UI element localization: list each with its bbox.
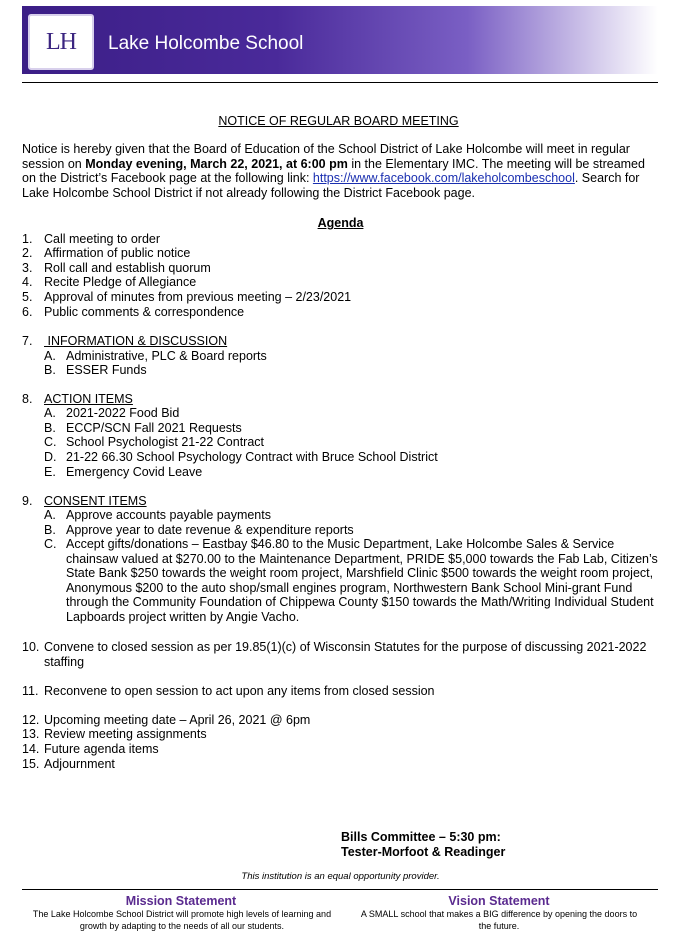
sub-letter: A. bbox=[44, 508, 56, 522]
agenda-item: Upcoming meeting date – April 26, 2021 @ 6pm bbox=[44, 713, 311, 727]
notice-paragraph bbox=[22, 142, 660, 200]
vision-title: Vision Statement bbox=[448, 894, 550, 908]
notice-title: NOTICE OF REGULAR BOARD MEETING bbox=[218, 114, 459, 128]
section-action-items: ACTION ITEMS bbox=[44, 392, 133, 406]
agenda-section-num: 9. bbox=[22, 494, 33, 508]
agenda-item-closed-session: Convene to closed session as per 19.85(1)(c) of Wisconsin Statutes for the purpose of discussing 2021-2022 staffing bbox=[44, 640, 647, 669]
notice-text-1: Notice is hereby given that the Board of Education of the School District of Lake Holcombe will meet in regular session on bbox=[22, 142, 630, 171]
notice-date: Monday evening, March 22, 2021, at 6:00 pm bbox=[85, 156, 348, 171]
sub-letter: B. bbox=[44, 363, 56, 377]
agenda-item: Roll call and establish quorum bbox=[44, 261, 211, 275]
agenda-item: Adjournment bbox=[44, 757, 115, 771]
header-banner bbox=[22, 6, 658, 74]
sub-item-donations: Accept gifts/donations – Eastbay $46.80 to the Music Department, Lake Holcombe Sales & Service chainsaw valued at $270.00 to the Maintenance Department, PRIDE $5,000 towards the Fab Lab, Citizen’s State Bank $250 towards the weight room project, Marshfield Clinic $500 towards the weight room project, Anonymous $200 to the auto shop/small engines program, Northwestern Bank School Mini-grant Fund through the Community Foundation of Chippewa County $150 towards the Math/Writing Individual Student Lapboards project written by Angie Vacho. bbox=[66, 537, 658, 624]
agenda-section-num: 10. bbox=[22, 640, 40, 654]
facebook-link[interactable]: https://www.facebook.com/lakeholcombeschool bbox=[312, 171, 575, 186]
mission-title: Mission Statement bbox=[125, 894, 237, 908]
sub-letter: C. bbox=[44, 537, 57, 551]
agenda-item-num: 3. bbox=[22, 261, 33, 275]
bills-committee-time: Bills Committee – 5:30 pm: bbox=[341, 830, 501, 844]
sub-letter: E. bbox=[44, 465, 56, 479]
sub-item: Approve accounts payable payments bbox=[66, 508, 271, 522]
sub-item: Emergency Covid Leave bbox=[66, 465, 203, 479]
agenda-item-num: 5. bbox=[22, 290, 33, 304]
agenda-item-num: 2. bbox=[22, 246, 33, 260]
sub-letter: B. bbox=[44, 421, 56, 435]
agenda-item: Approval of minutes from previous meeting – 2/23/2021 bbox=[44, 290, 352, 304]
agenda-section-num: 11. bbox=[22, 684, 39, 698]
agenda-item: Call meeting to order bbox=[44, 232, 161, 246]
agenda-item-num: 14. bbox=[22, 742, 40, 756]
sub-item: Approve year to date revenue & expenditure reports bbox=[66, 523, 354, 537]
notice-text-2: in the Elementary IMC. The meeting will be streamed on the District’s Facebook page at the following link: bbox=[22, 156, 645, 186]
agenda-item-num: 12. bbox=[22, 713, 40, 727]
mission-text: The Lake Holcombe School District will promote high levels of learning and growth by adapting to the needs of all our students. bbox=[32, 909, 332, 931]
agenda-section-num: 7. bbox=[22, 334, 33, 348]
sub-item: ESSER Funds bbox=[66, 363, 147, 377]
sub-letter: A. bbox=[44, 406, 56, 420]
school-name: Lake Holcombe School bbox=[108, 33, 304, 54]
bills-committee-members: Tester-Morfoot & Readinger bbox=[341, 844, 506, 859]
agenda-item: Future agenda items bbox=[44, 742, 159, 756]
section-consent-items: CONSENT ITEMS bbox=[44, 494, 147, 508]
header-divider bbox=[22, 82, 658, 83]
section-information-discussion: INFORMATION & DISCUSSION bbox=[44, 334, 228, 348]
agenda-item-num: 1. bbox=[22, 232, 33, 246]
agenda-item: Recite Pledge of Allegiance bbox=[44, 275, 197, 289]
agenda-item: Public comments & correspondence bbox=[44, 305, 245, 319]
agenda-section-num: 8. bbox=[22, 392, 33, 406]
vision-text: A SMALL school that makes a BIG difference by opening the doors to the future. bbox=[360, 909, 638, 931]
agenda-item-reconvene: Reconvene to open session to act upon any items from closed session bbox=[44, 684, 435, 698]
agenda-item-num: 4. bbox=[22, 275, 33, 289]
agenda-item-num: 6. bbox=[22, 305, 33, 319]
sub-letter: B. bbox=[44, 523, 56, 537]
agenda-item-num: 15. bbox=[22, 757, 40, 771]
agenda-heading: Agenda bbox=[317, 216, 364, 230]
sub-item: ECCP/SCN Fall 2021 Requests bbox=[66, 421, 242, 435]
bills-committee bbox=[341, 830, 505, 859]
equal-opportunity-statement: This institution is an equal opportunity provider. bbox=[241, 871, 440, 882]
footer-divider bbox=[22, 889, 658, 890]
sub-item: Administrative, PLC & Board reports bbox=[66, 349, 267, 363]
agenda-item: Affirmation of public notice bbox=[44, 246, 191, 260]
sub-letter: C. bbox=[44, 435, 57, 449]
sub-item: 2021-2022 Food Bid bbox=[66, 406, 180, 420]
sub-letter: D. bbox=[44, 450, 57, 464]
agenda-item-num: 13. bbox=[22, 727, 40, 741]
school-logo: LH bbox=[28, 14, 94, 70]
sub-item: 21-22 66.30 School Psychology Contract with Bruce School District bbox=[66, 450, 438, 464]
sub-letter: A. bbox=[44, 349, 56, 363]
sub-item: School Psychologist 21-22 Contract bbox=[66, 435, 265, 449]
notice-text-3: . Search for Lake Holcombe School District if not already following the District Facebook page. bbox=[22, 171, 640, 200]
agenda-item: Review meeting assignments bbox=[44, 727, 207, 741]
